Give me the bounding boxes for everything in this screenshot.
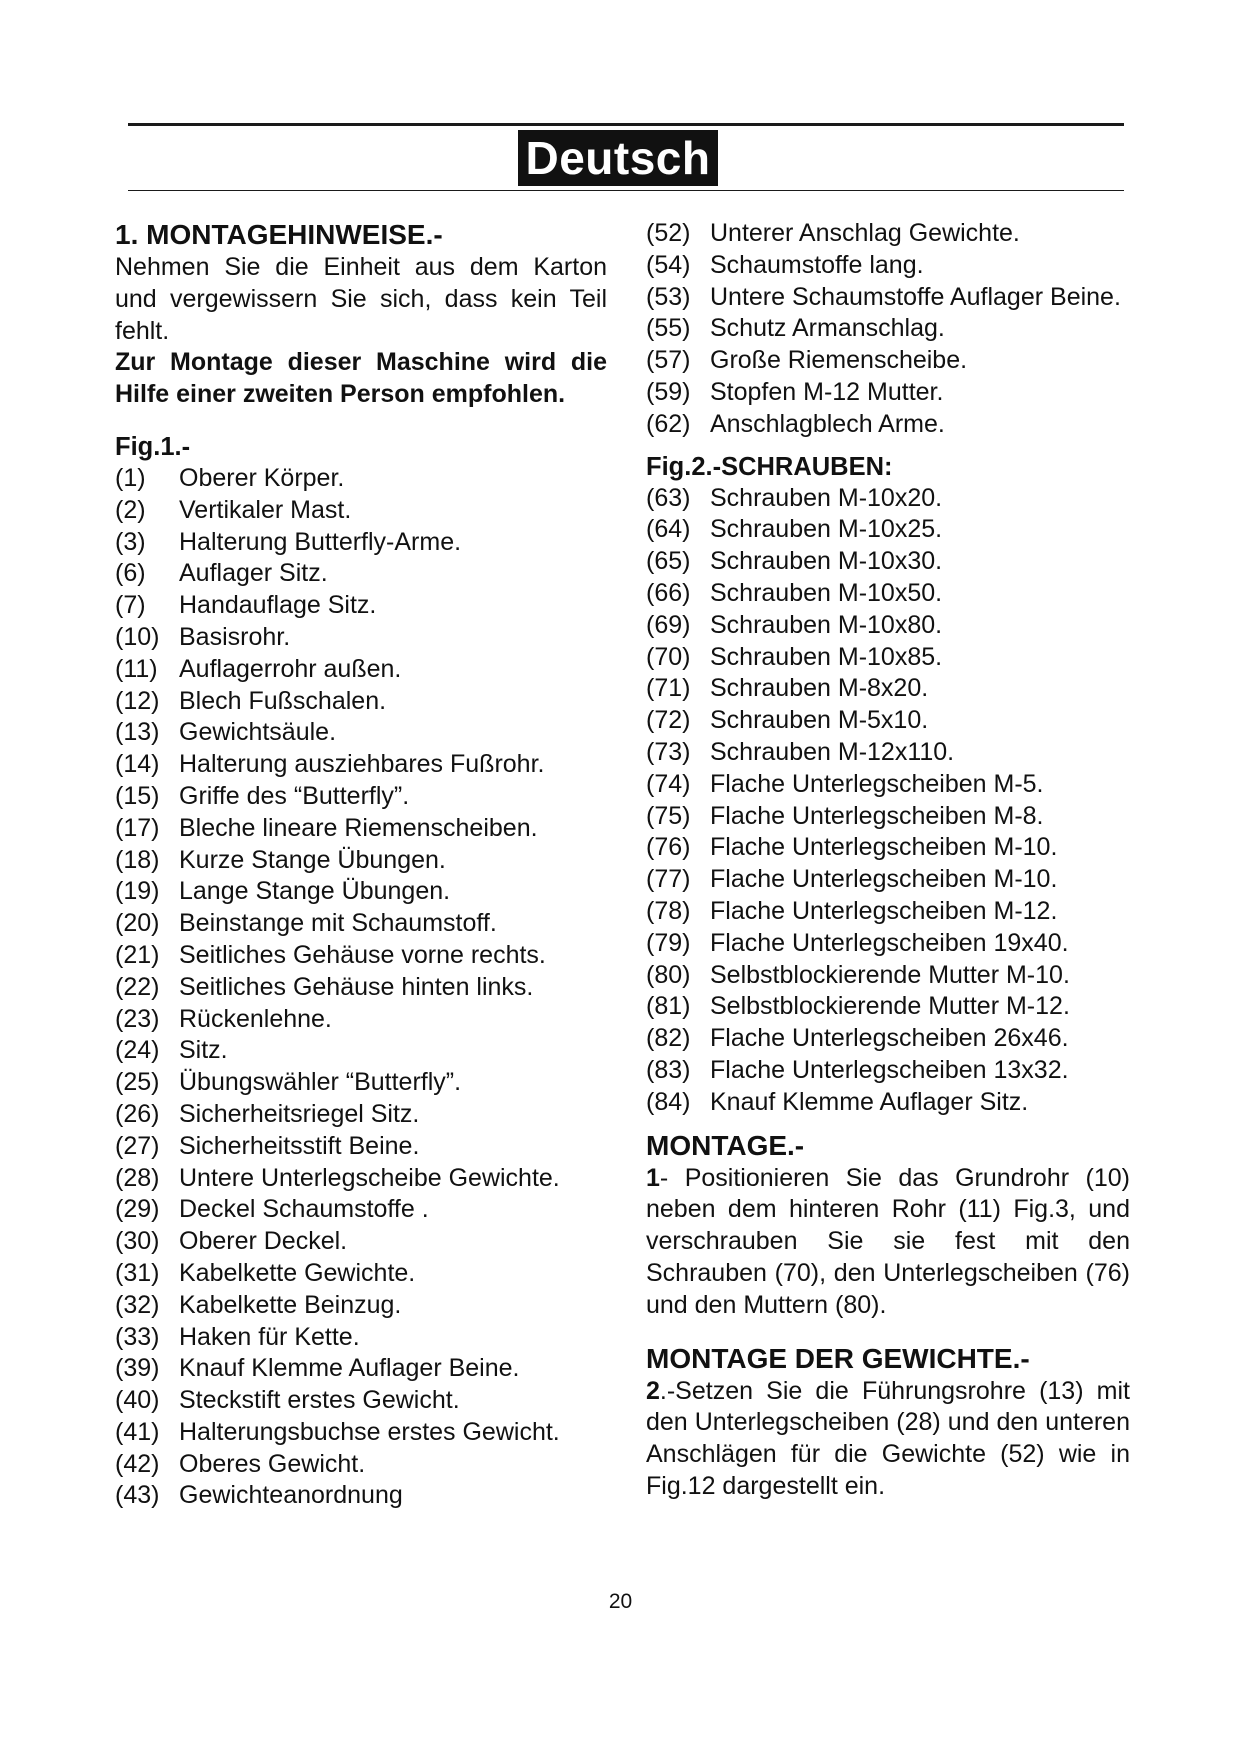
item-number: (80) bbox=[646, 960, 691, 989]
item-number: (41) bbox=[115, 1417, 160, 1446]
item-label: Griffe des “Butterfly”. bbox=[179, 781, 410, 810]
item-label: Große Riemenscheibe. bbox=[710, 346, 968, 375]
item-label: Flache Unterlegscheiben M-12. bbox=[710, 896, 1058, 925]
page-number: 20 bbox=[608, 1590, 633, 1613]
part-list-item bbox=[115, 1449, 607, 1481]
montage-title: MONTAGE.- bbox=[646, 1129, 805, 1161]
fig1-title: Fig.1.- bbox=[115, 432, 191, 461]
item-label: Flache Unterlegscheiben M-8. bbox=[710, 801, 1044, 830]
item-label: Kabelkette Beinzug. bbox=[179, 1290, 402, 1319]
fig2-title: Fig.2.-SCHRAUBEN: bbox=[646, 452, 893, 481]
item-number: (23) bbox=[115, 1004, 160, 1033]
item-label: Rückenlehne. bbox=[179, 1004, 332, 1033]
item-label: Schrauben M-12x110. bbox=[710, 737, 955, 766]
screw-list-item bbox=[646, 1055, 1130, 1087]
item-label: Halterung ausziehbares Fußrohr. bbox=[179, 750, 545, 779]
item-number: (83) bbox=[646, 1055, 691, 1084]
item-number: (11) bbox=[115, 654, 158, 683]
item-number: (13) bbox=[115, 718, 160, 747]
item-number: (20) bbox=[115, 909, 160, 938]
item-number: (32) bbox=[115, 1290, 160, 1319]
item-label: Beinstange mit Schaumstoff. bbox=[179, 909, 497, 938]
item-label: Flache Unterlegscheiben 26x46. bbox=[710, 1024, 1069, 1053]
item-number: (53) bbox=[646, 282, 691, 311]
item-number: (42) bbox=[115, 1449, 160, 1478]
item-label: Halterung Butterfly-Arme. bbox=[179, 527, 462, 556]
item-number: (72) bbox=[646, 706, 691, 735]
item-label: Sitz. bbox=[179, 1036, 228, 1065]
part-list-item bbox=[115, 558, 607, 590]
screw-list-item bbox=[646, 769, 1130, 801]
item-number: (25) bbox=[115, 1068, 160, 1097]
screw-list-item bbox=[646, 928, 1130, 960]
item-number: (84) bbox=[646, 1087, 691, 1116]
part-list-item bbox=[115, 622, 607, 654]
right-column bbox=[646, 218, 1130, 1503]
step-text: - Positionieren Sie das Grundrohr (10) neben dem hinteren Rohr (11) Fig.3, und verschrauben Sie sie fest mit den Schrauben (70), den Unterlegscheiben (76) und den Muttern (80). bbox=[646, 1163, 1130, 1319]
screw-list-item bbox=[646, 546, 1130, 578]
item-label: Bleche lineare Riemenscheiben. bbox=[179, 813, 538, 842]
part-list-item bbox=[115, 590, 607, 622]
item-number: (2) bbox=[115, 495, 146, 524]
screws-list bbox=[646, 483, 1130, 1119]
item-label: Flache Unterlegscheiben M-5. bbox=[710, 769, 1044, 798]
item-label: Oberer Deckel. bbox=[179, 1227, 348, 1256]
part-list-item bbox=[646, 218, 1130, 250]
item-number: (19) bbox=[115, 877, 160, 906]
screw-list-item bbox=[646, 864, 1130, 896]
part-list-item bbox=[115, 845, 607, 877]
item-label: Schrauben M-10x80. bbox=[710, 610, 943, 639]
item-number: (43) bbox=[115, 1481, 160, 1510]
part-list-item bbox=[115, 972, 607, 1004]
screw-list-item bbox=[646, 483, 1130, 515]
intro-paragraph: Nehmen Sie die Einheit aus dem Karton und vergewissern Sie sich, dass kein Teil fehlt. bbox=[115, 253, 607, 345]
screw-list-item bbox=[646, 705, 1130, 737]
item-number: (57) bbox=[646, 346, 691, 375]
item-number: (71) bbox=[646, 674, 691, 703]
item-label: Selbstblockierende Mutter M-10. bbox=[710, 960, 1070, 989]
part-list-item bbox=[115, 1004, 607, 1036]
part-list-item bbox=[115, 876, 607, 908]
screw-list-item bbox=[646, 960, 1130, 992]
item-number: (79) bbox=[646, 928, 691, 957]
item-number: (29) bbox=[115, 1195, 160, 1224]
screw-list-item bbox=[646, 896, 1130, 928]
item-number: (66) bbox=[646, 578, 691, 607]
screw-list-item bbox=[646, 801, 1130, 833]
item-number: (73) bbox=[646, 737, 691, 766]
screw-list-item bbox=[646, 737, 1130, 769]
item-number: (10) bbox=[115, 622, 160, 651]
screw-list-item bbox=[646, 514, 1130, 546]
header-rule-top bbox=[128, 123, 1124, 126]
item-label: Flache Unterlegscheiben 19x40. bbox=[710, 928, 1069, 957]
item-label: Schrauben M-5x10. bbox=[710, 706, 929, 735]
item-number: (28) bbox=[115, 1163, 160, 1192]
item-label: Steckstift erstes Gewicht. bbox=[179, 1386, 460, 1415]
step-number: 1 bbox=[646, 1163, 660, 1192]
part-list-item bbox=[115, 908, 607, 940]
item-number: (78) bbox=[646, 896, 691, 925]
montage-step-1 bbox=[646, 1163, 1130, 1322]
item-number: (12) bbox=[115, 686, 160, 715]
parts-list bbox=[115, 463, 607, 1512]
item-number: (31) bbox=[115, 1258, 160, 1287]
item-number: (21) bbox=[115, 940, 160, 969]
item-number: (54) bbox=[646, 250, 691, 279]
part-list-item bbox=[115, 1258, 607, 1290]
item-label: Kabelkette Gewichte. bbox=[179, 1258, 416, 1287]
item-label: Flache Unterlegscheiben 13x32. bbox=[710, 1055, 1069, 1084]
language-badge: Deutsch bbox=[518, 130, 718, 186]
part-list-item bbox=[115, 1035, 607, 1067]
item-label: Schaumstoffe lang. bbox=[710, 250, 924, 279]
item-number: (77) bbox=[646, 865, 691, 894]
item-label: Schrauben M-10x20. bbox=[710, 483, 943, 512]
item-number: (30) bbox=[115, 1227, 160, 1256]
item-label: Gewichtsäule. bbox=[179, 718, 337, 747]
part-list-item bbox=[115, 1480, 607, 1512]
item-number: (18) bbox=[115, 845, 160, 874]
item-number: (3) bbox=[115, 527, 146, 556]
part-list-item bbox=[115, 654, 607, 686]
part-list-item bbox=[115, 463, 607, 495]
part-list-item bbox=[115, 1290, 607, 1322]
item-number: (62) bbox=[646, 409, 691, 438]
part-list-item bbox=[115, 1067, 607, 1099]
item-number: (63) bbox=[646, 483, 691, 512]
part-list-item bbox=[115, 686, 607, 718]
item-number: (52) bbox=[646, 219, 691, 247]
weights-title: MONTAGE DER GEWICHTE.- bbox=[646, 1342, 1030, 1374]
screw-list-item bbox=[646, 832, 1130, 864]
item-number: (39) bbox=[115, 1354, 160, 1383]
item-number: (55) bbox=[646, 314, 691, 343]
item-label: Knauf Klemme Auflager Sitz. bbox=[710, 1087, 1029, 1116]
item-label: Schrauben M-10x25. bbox=[710, 515, 943, 544]
item-label: Selbstblockierende Mutter M-12. bbox=[710, 992, 1070, 1021]
item-label: Halterungsbuchse erstes Gewicht. bbox=[179, 1417, 560, 1446]
item-number: (59) bbox=[646, 377, 691, 406]
item-number: (70) bbox=[646, 642, 691, 671]
item-label: Oberes Gewicht. bbox=[179, 1449, 366, 1478]
item-label: Schrauben M-8x20. bbox=[710, 674, 929, 703]
part-list-item bbox=[646, 250, 1130, 282]
item-number: (17) bbox=[115, 813, 160, 842]
item-label: Anschlagblech Arme. bbox=[710, 409, 945, 438]
item-label: Sicherheitsstift Beine. bbox=[179, 1131, 420, 1160]
item-label: Gewichteanordnung bbox=[179, 1481, 403, 1510]
screw-list-item bbox=[646, 1087, 1130, 1119]
item-number: (81) bbox=[646, 992, 691, 1021]
part-list-item bbox=[115, 813, 607, 845]
part-list-item bbox=[646, 345, 1130, 377]
item-label: Vertikaler Mast. bbox=[179, 495, 352, 524]
item-label: Sicherheitsriegel Sitz. bbox=[179, 1099, 420, 1128]
screw-list-item bbox=[646, 610, 1130, 642]
item-number: (75) bbox=[646, 801, 691, 830]
item-number: (64) bbox=[646, 515, 691, 544]
part-list-item bbox=[115, 527, 607, 559]
item-number: (74) bbox=[646, 769, 691, 798]
part-list-item bbox=[115, 1099, 607, 1131]
item-number: (69) bbox=[646, 610, 691, 639]
item-label: Untere Schaumstoffe Auflager Beine. bbox=[710, 282, 1121, 311]
item-number: (65) bbox=[646, 547, 691, 576]
item-number: (27) bbox=[115, 1131, 160, 1160]
item-number: (1) bbox=[115, 463, 146, 492]
screw-list-item bbox=[646, 673, 1130, 705]
item-label: Untere Unterlegscheibe Gewichte. bbox=[179, 1163, 560, 1192]
spacer bbox=[646, 441, 1130, 451]
item-label: Seitliches Gehäuse hinten links. bbox=[179, 972, 534, 1001]
part-list-item bbox=[646, 313, 1130, 345]
item-label: Flache Unterlegscheiben M-10. bbox=[710, 833, 1058, 862]
item-number: (33) bbox=[115, 1322, 160, 1351]
part-list-item bbox=[115, 1131, 607, 1163]
left-column bbox=[115, 218, 607, 1512]
item-number: (14) bbox=[115, 750, 160, 779]
item-number: (6) bbox=[115, 559, 146, 588]
item-number: (26) bbox=[115, 1099, 160, 1128]
part-list-item bbox=[115, 749, 607, 781]
item-label: Deckel Schaumstoffe . bbox=[179, 1195, 429, 1224]
part-list-item bbox=[115, 1353, 607, 1385]
item-number: (24) bbox=[115, 1036, 160, 1065]
item-number: (82) bbox=[646, 1024, 691, 1053]
step-number: 2 bbox=[646, 1376, 660, 1405]
item-label: Seitliches Gehäuse vorne rechts. bbox=[179, 940, 546, 969]
step-text: .-Setzen Sie die Führungsrohre (13) mit den Unterlegscheiben (28) und den unteren Anschlägen für die Gewichte (52) wie in Fig.12 dargestellt ein. bbox=[646, 1376, 1130, 1500]
part-list-item bbox=[115, 717, 607, 749]
screw-list-item bbox=[646, 578, 1130, 610]
item-number: (22) bbox=[115, 972, 160, 1001]
part-list-item bbox=[646, 377, 1130, 409]
item-number: (15) bbox=[115, 781, 160, 810]
part-list-item bbox=[115, 940, 607, 972]
item-label: Übungswähler “Butterfly”. bbox=[179, 1068, 462, 1097]
item-label: Knauf Klemme Auflager Beine. bbox=[179, 1354, 520, 1383]
spacer bbox=[115, 411, 607, 431]
item-label: Auflager Sitz. bbox=[179, 559, 328, 588]
header-rule-bottom bbox=[128, 190, 1124, 191]
item-label: Oberer Körper. bbox=[179, 463, 345, 492]
weights-step-2 bbox=[646, 1376, 1130, 1503]
part-list-item bbox=[115, 1417, 607, 1449]
item-number: (7) bbox=[115, 591, 146, 620]
spacer bbox=[646, 1322, 1130, 1342]
part-list-item bbox=[115, 1322, 607, 1354]
part-list-item bbox=[115, 1163, 607, 1195]
item-number: (76) bbox=[646, 833, 691, 862]
screw-list-item bbox=[646, 642, 1130, 674]
item-label: Blech Fußschalen. bbox=[179, 686, 387, 715]
parts-continued-list bbox=[646, 218, 1130, 441]
item-label: Schutz Armanschlag. bbox=[710, 314, 945, 343]
item-label: Stopfen M-12 Mutter. bbox=[710, 377, 944, 406]
part-list-item bbox=[646, 409, 1130, 441]
screw-list-item bbox=[646, 1023, 1130, 1055]
item-label: Flache Unterlegscheiben M-10. bbox=[710, 865, 1058, 894]
item-label: Kurze Stange Übungen. bbox=[179, 845, 446, 874]
item-label: Schrauben M-10x30. bbox=[710, 547, 943, 576]
item-label: Haken für Kette. bbox=[179, 1322, 360, 1351]
section-title: 1. MONTAGEHINWEISE.- bbox=[115, 219, 443, 250]
item-label: Basisrohr. bbox=[179, 622, 291, 651]
screw-list-item bbox=[646, 991, 1130, 1023]
part-list-item bbox=[115, 1194, 607, 1226]
item-label: Auflagerrohr außen. bbox=[179, 654, 402, 683]
part-list-item bbox=[115, 495, 607, 527]
item-label: Schrauben M-10x85. bbox=[710, 642, 943, 671]
spacer bbox=[646, 1119, 1130, 1129]
item-label: Lange Stange Übungen. bbox=[179, 877, 451, 906]
item-label: Handauflage Sitz. bbox=[179, 591, 377, 620]
item-label: Unterer Anschlag Gewichte. bbox=[710, 219, 1020, 247]
part-list-item bbox=[115, 1385, 607, 1417]
part-list-item bbox=[115, 781, 607, 813]
item-label: Schrauben M-10x50. bbox=[710, 578, 943, 607]
warning-paragraph: Zur Montage dieser Maschine wird die Hilfe einer zweiten Person empfohlen. bbox=[115, 348, 607, 409]
item-number: (40) bbox=[115, 1386, 160, 1415]
part-list-item bbox=[115, 1226, 607, 1258]
part-list-item bbox=[646, 282, 1130, 314]
